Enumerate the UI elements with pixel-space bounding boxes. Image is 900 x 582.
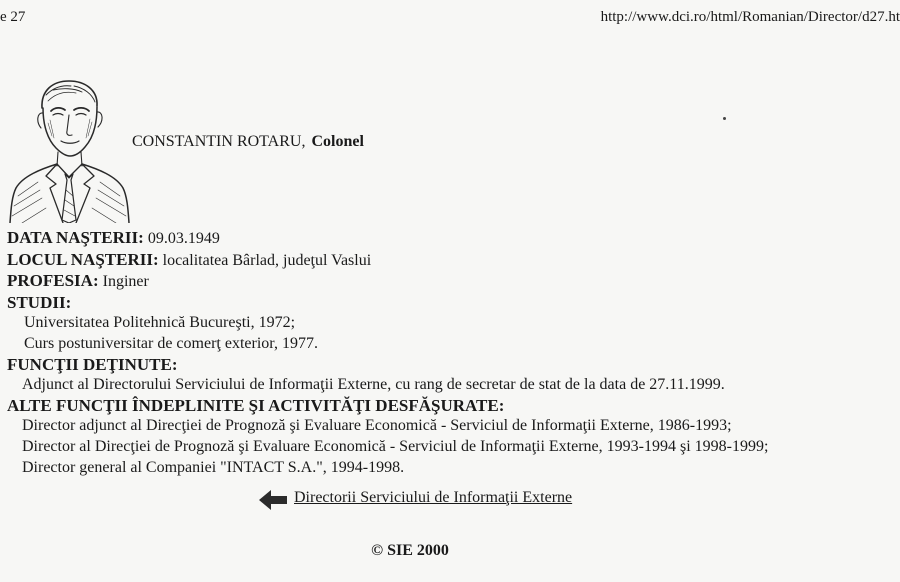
arrow-left-icon[interactable] xyxy=(258,488,288,512)
profession-value: Inginer xyxy=(102,273,149,291)
studies-item: Universitatea Politehnică Bucureşti, 1972; xyxy=(24,314,296,332)
birth-place-row xyxy=(7,250,887,272)
person-rank: Colonel xyxy=(311,133,364,150)
positions-label: FUNCŢII DEŢINUTE: xyxy=(7,354,178,374)
birth-date-value: 09.03.1949 xyxy=(147,230,220,247)
profession-row xyxy=(7,271,887,293)
birth-date-label: DATA NAŞTERII: xyxy=(7,228,144,247)
other-activities-item: Director general al Companiei "INTACT S.A.", 1994-1998. xyxy=(22,458,405,476)
scan-speck xyxy=(723,117,726,120)
birth-place-value: localitatea Bârlad, judeţul Vaslui xyxy=(162,251,372,269)
portrait-sketch xyxy=(8,78,130,223)
other-activities-item: Director adjunct al Direcţiei de Prognoză şi Evaluare Economică - Serviciul de Informaţii Externe, 1986-1993; xyxy=(22,417,732,435)
page-url: http://www.dci.ro/html/Romanian/Director/d27.ht xyxy=(600,9,900,25)
studies-item: Curs postuniversitar de comerţ exterior, 1977. xyxy=(24,334,318,352)
person-name: CONSTANTIN ROTARU, xyxy=(132,133,306,150)
birth-place-label: LOCUL NAŞTERII: xyxy=(7,249,159,269)
person-heading xyxy=(132,133,364,151)
biography xyxy=(7,228,887,478)
profession-label: PROFESIA: xyxy=(7,271,99,291)
other-activities-label: ALTE FUNCŢII ÎNDEPLINITE ŞI ACTIVITĂŢI DESFĂŞURATE: xyxy=(7,395,505,415)
page-number: e 27 xyxy=(0,9,26,25)
other-activities-item: Director al Direcţiei de Prognoză şi Evaluare Economică - Serviciul de Informaţii Externe, 1993-1994 şi 1998-1999; xyxy=(22,437,769,455)
directors-link[interactable]: Directorii Serviciului de Informaţii Externe xyxy=(294,489,573,506)
copyright-footer: © SIE 2000 xyxy=(371,542,449,559)
positions-item: Adjunct al Directorului Serviciului de Informaţii Externe, cu rang de secretar de stat de la data de 27.11.1999. xyxy=(22,376,725,394)
birth-date-row xyxy=(7,228,887,250)
studies-label: STUDII: xyxy=(7,292,72,312)
